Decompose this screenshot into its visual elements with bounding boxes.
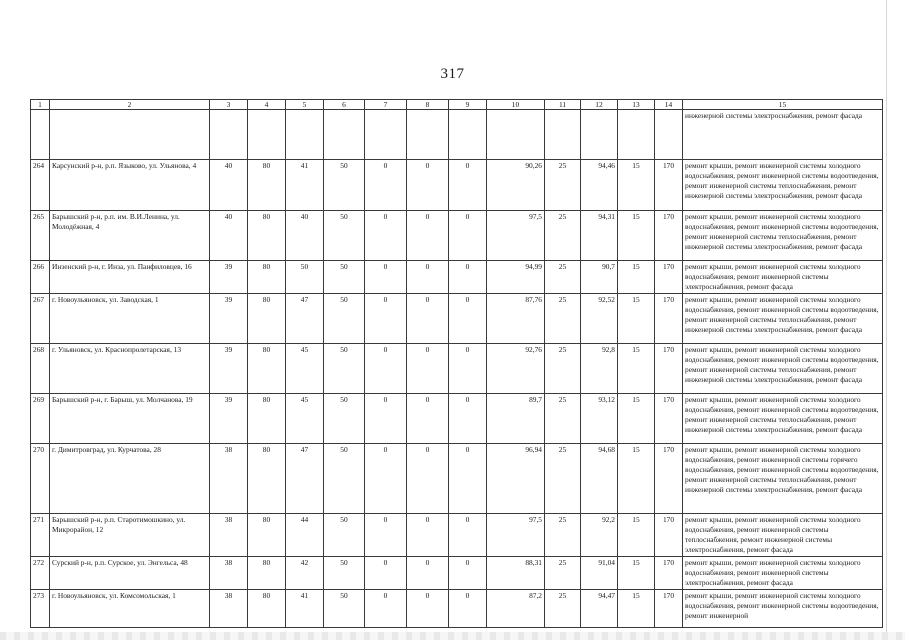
col-5-cell: 45	[286, 344, 324, 394]
col-14-cell: 170	[655, 444, 683, 514]
col-11-cell: 25	[545, 261, 581, 294]
col-11-cell: 25	[545, 590, 581, 628]
col-5-cell: 47	[286, 294, 324, 344]
col-14-cell: 170	[655, 590, 683, 628]
col-14-cell: 170	[655, 294, 683, 344]
col-5-cell: 41	[286, 590, 324, 628]
col-6-cell: 50	[324, 294, 365, 344]
col-14-cell: 170	[655, 344, 683, 394]
column-header-3: 3	[210, 100, 248, 110]
col-3-cell: 38	[210, 590, 248, 628]
col-10-cell: 96,94	[487, 444, 545, 514]
col-4-cell: 80	[248, 590, 286, 628]
row-number-cell: 268	[31, 344, 50, 394]
col-12-cell: 90,7	[581, 261, 618, 294]
col-8-cell: 0	[407, 160, 449, 211]
col-14-cell: 170	[655, 261, 683, 294]
table-row	[31, 344, 883, 394]
col-12-cell: 91,04	[581, 557, 618, 590]
col-9-cell: 0	[449, 394, 487, 444]
column-header-15: 15	[683, 100, 883, 110]
table-row	[31, 211, 883, 261]
col-5-cell: 40	[286, 211, 324, 261]
col-8-cell: 0	[407, 261, 449, 294]
row-number-cell: 266	[31, 261, 50, 294]
row-number-cell: 273	[31, 590, 50, 628]
col-5-cell: 42	[286, 557, 324, 590]
col-7-cell	[365, 110, 407, 160]
col-7-cell: 0	[365, 294, 407, 344]
col-7-cell: 0	[365, 444, 407, 514]
works-list-cell: ремонт крыши, ремонт инженерной системы холодного водоснабжения, ремонт инженерной системы водоотведения, ремонт инженерной системы теплоснабжения, ремонт инженерной системы электроснабжения, ремонт фасада	[683, 211, 883, 261]
works-list-cell: ремонт крыши, ремонт инженерной системы холодного водоснабжения, ремонт инженерной системы электроснабжения, ремонт фасада	[683, 261, 883, 294]
col-6-cell: 50	[324, 344, 365, 394]
col-14-cell: 170	[655, 211, 683, 261]
works-list-cell: ремонт крыши, ремонт инженерной системы холодного водоснабжения, ремонт инженерной системы водоотведения, ремонт инженерной системы теплоснабжения, ремонт инженерной системы электроснабжения, ремонт фасада	[683, 344, 883, 394]
col-4-cell: 80	[248, 444, 286, 514]
col-4-cell: 80	[248, 514, 286, 557]
col-6-cell: 50	[324, 590, 365, 628]
col-11-cell: 25	[545, 557, 581, 590]
col-14-cell: 170	[655, 160, 683, 211]
col-10-cell: 90,26	[487, 160, 545, 211]
col-6-cell: 50	[324, 211, 365, 261]
col-12-cell: 94,68	[581, 444, 618, 514]
col-14-cell: 170	[655, 394, 683, 444]
col-11-cell	[545, 110, 581, 160]
address-cell: Инзенский р-н, г. Инза, ул. Панфиловцев, 16	[50, 261, 210, 294]
table-row	[31, 590, 883, 628]
col-12-cell: 93,12	[581, 394, 618, 444]
col-10-cell: 87,76	[487, 294, 545, 344]
col-3-cell: 39	[210, 261, 248, 294]
address-cell: г. Ульяновск, ул. Краснопролетарская, 13	[50, 344, 210, 394]
col-11-cell: 25	[545, 344, 581, 394]
works-list-cell: ремонт крыши, ремонт инженерной системы холодного водоснабжения, ремонт инженерной системы водоотведения, ремонт инженерной системы теплоснабжения, ремонт инженерной системы электроснабжения, ремонт фасада	[683, 160, 883, 211]
column-header-13: 13	[618, 100, 655, 110]
row-number-cell: 269	[31, 394, 50, 444]
col-4-cell: 80	[248, 211, 286, 261]
col-11-cell: 25	[545, 211, 581, 261]
col-9-cell: 0	[449, 444, 487, 514]
col-10-cell: 89,7	[487, 394, 545, 444]
col-10-cell: 97,5	[487, 514, 545, 557]
col-8-cell: 0	[407, 344, 449, 394]
col-13-cell: 15	[618, 394, 655, 444]
col-3-cell: 38	[210, 557, 248, 590]
col-4-cell	[248, 110, 286, 160]
row-number-cell: 272	[31, 557, 50, 590]
col-3-cell	[210, 110, 248, 160]
col-11-cell: 25	[545, 294, 581, 344]
col-5-cell: 50	[286, 261, 324, 294]
col-9-cell: 0	[449, 514, 487, 557]
col-4-cell: 80	[248, 294, 286, 344]
address-cell: Барышский р-н, р.п. им. В.И.Ленина, ул. Молодёжная, 4	[50, 211, 210, 261]
col-11-cell: 25	[545, 394, 581, 444]
col-14-cell	[655, 110, 683, 160]
column-header-5: 5	[286, 100, 324, 110]
table-row	[31, 160, 883, 211]
column-header-6: 6	[324, 100, 365, 110]
column-header-9: 9	[449, 100, 487, 110]
address-cell: Барышский р-н, р.п. Старотимошкино, ул. Микрорайон, 12	[50, 514, 210, 557]
col-3-cell: 39	[210, 294, 248, 344]
col-9-cell: 0	[449, 557, 487, 590]
column-header-14: 14	[655, 100, 683, 110]
col-4-cell: 80	[248, 261, 286, 294]
scan-border	[886, 0, 887, 640]
col-10-cell	[487, 110, 545, 160]
row-number-cell: 271	[31, 514, 50, 557]
col-12-cell: 94,46	[581, 160, 618, 211]
row-number-cell: 270	[31, 444, 50, 514]
col-9-cell: 0	[449, 160, 487, 211]
col-14-cell: 170	[655, 557, 683, 590]
col-13-cell: 15	[618, 261, 655, 294]
col-3-cell: 39	[210, 394, 248, 444]
col-6-cell: 50	[324, 394, 365, 444]
column-header-12: 12	[581, 100, 618, 110]
col-7-cell: 0	[365, 394, 407, 444]
address-cell: г. Новоульяновск, ул. Комсомольская, 1	[50, 590, 210, 628]
col-11-cell: 25	[545, 160, 581, 211]
col-12-cell: 92,52	[581, 294, 618, 344]
col-7-cell: 0	[365, 211, 407, 261]
col-12-cell	[581, 110, 618, 160]
address-cell: г. Димитровград, ул. Курчатова, 28	[50, 444, 210, 514]
col-5-cell: 45	[286, 394, 324, 444]
col-6-cell: 50	[324, 444, 365, 514]
col-10-cell: 94,99	[487, 261, 545, 294]
col-13-cell: 15	[618, 294, 655, 344]
col-6-cell: 50	[324, 160, 365, 211]
table-row	[31, 444, 883, 514]
column-number-row	[31, 100, 883, 110]
col-3-cell: 38	[210, 444, 248, 514]
col-9-cell: 0	[449, 211, 487, 261]
col-4-cell: 80	[248, 394, 286, 444]
col-13-cell: 15	[618, 514, 655, 557]
address-cell: Сурский р-н, р.п. Сурское, ул. Энгельса, 48	[50, 557, 210, 590]
table-row	[31, 557, 883, 590]
table-body	[31, 100, 883, 628]
works-list-cell: ремонт крыши, ремонт инженерной системы холодного водоснабжения, ремонт инженерной системы теплоснабжения, ремонт инженерной системы электроснабжения, ремонт фасада	[683, 514, 883, 557]
col-7-cell: 0	[365, 557, 407, 590]
col-9-cell: 0	[449, 261, 487, 294]
table-row	[31, 110, 883, 160]
col-3-cell: 40	[210, 211, 248, 261]
col-10-cell: 92,76	[487, 344, 545, 394]
works-list-cell: инженерной системы электроснабжения, ремонт фасада	[683, 110, 883, 160]
col-10-cell: 97,5	[487, 211, 545, 261]
col-8-cell: 0	[407, 514, 449, 557]
col-13-cell: 15	[618, 344, 655, 394]
col-4-cell: 80	[248, 557, 286, 590]
col-8-cell: 0	[407, 211, 449, 261]
col-12-cell: 94,31	[581, 211, 618, 261]
col-7-cell: 0	[365, 514, 407, 557]
row-number-cell: 264	[31, 160, 50, 211]
col-6-cell: 50	[324, 261, 365, 294]
address-cell	[50, 110, 210, 160]
col-4-cell: 80	[248, 160, 286, 211]
col-7-cell: 0	[365, 261, 407, 294]
col-13-cell: 15	[618, 444, 655, 514]
col-5-cell: 41	[286, 160, 324, 211]
col-8-cell: 0	[407, 394, 449, 444]
table-row	[31, 394, 883, 444]
row-number-cell: 267	[31, 294, 50, 344]
works-list-cell: ремонт крыши, ремонт инженерной системы холодного водоснабжения, ремонт инженерной системы водоотведения, ремонт инженерной	[683, 590, 883, 628]
col-10-cell: 88,31	[487, 557, 545, 590]
row-number-cell: 265	[31, 211, 50, 261]
col-5-cell: 47	[286, 444, 324, 514]
col-8-cell: 0	[407, 444, 449, 514]
table-row	[31, 514, 883, 557]
table-row	[31, 294, 883, 344]
col-12-cell: 94,47	[581, 590, 618, 628]
col-13-cell	[618, 110, 655, 160]
column-header-7: 7	[365, 100, 407, 110]
col-12-cell: 92,8	[581, 344, 618, 394]
address-cell: Карсунский р-н, р.п. Языково, ул. Ульянова, 4	[50, 160, 210, 211]
address-cell: г. Новоульяновск, ул. Заводская, 1	[50, 294, 210, 344]
column-header-2: 2	[50, 100, 210, 110]
works-list-cell: ремонт крыши, ремонт инженерной системы холодного водоснабжения, ремонт инженерной системы горячего водоснабжения, ремонт инженерной системы водоотведения, ремонт инженерной системы теплоснабжения, ремонт инженерной системы электроснабжения, ремонт фасада	[683, 444, 883, 514]
col-11-cell: 25	[545, 444, 581, 514]
col-9-cell: 0	[449, 590, 487, 628]
col-8-cell: 0	[407, 294, 449, 344]
col-8-cell: 0	[407, 557, 449, 590]
works-list-cell: ремонт крыши, ремонт инженерной системы холодного водоснабжения, ремонт инженерной системы водоотведения, ремонт инженерной системы теплоснабжения, ремонт инженерной системы электроснабжения, ремонт фасада	[683, 394, 883, 444]
col-5-cell: 44	[286, 514, 324, 557]
address-cell: Барышский р-н, г. Барыш, ул. Молчанова, 19	[50, 394, 210, 444]
row-number-cell	[31, 110, 50, 160]
col-13-cell: 15	[618, 211, 655, 261]
col-12-cell: 92,2	[581, 514, 618, 557]
col-7-cell: 0	[365, 344, 407, 394]
scan-edge-noise	[0, 632, 905, 640]
col-13-cell: 15	[618, 590, 655, 628]
col-5-cell	[286, 110, 324, 160]
col-9-cell	[449, 110, 487, 160]
col-11-cell: 25	[545, 514, 581, 557]
col-3-cell: 40	[210, 160, 248, 211]
page-number: 317	[440, 66, 465, 82]
col-13-cell: 15	[618, 557, 655, 590]
col-9-cell: 0	[449, 294, 487, 344]
col-6-cell: 50	[324, 557, 365, 590]
col-7-cell: 0	[365, 160, 407, 211]
col-4-cell: 80	[248, 344, 286, 394]
col-7-cell: 0	[365, 590, 407, 628]
col-8-cell: 0	[407, 590, 449, 628]
repair-register-table	[30, 99, 883, 628]
col-13-cell: 15	[618, 160, 655, 211]
col-3-cell: 39	[210, 344, 248, 394]
col-6-cell	[324, 110, 365, 160]
col-10-cell: 87,2	[487, 590, 545, 628]
column-header-8: 8	[407, 100, 449, 110]
works-list-cell: ремонт крыши, ремонт инженерной системы холодного водоснабжения, ремонт инженерной системы электроснабжения, ремонт фасада	[683, 557, 883, 590]
works-list-cell: ремонт крыши, ремонт инженерной системы холодного водоснабжения, ремонт инженерной системы водоотведения, ремонт инженерной системы теплоснабжения, ремонт инженерной системы электроснабжения, ремонт фасада	[683, 294, 883, 344]
col-14-cell: 170	[655, 514, 683, 557]
column-header-4: 4	[248, 100, 286, 110]
column-header-11: 11	[545, 100, 581, 110]
col-9-cell: 0	[449, 344, 487, 394]
table-row	[31, 261, 883, 294]
column-header-10: 10	[487, 100, 545, 110]
col-3-cell: 38	[210, 514, 248, 557]
column-header-1: 1	[31, 100, 50, 110]
col-6-cell: 50	[324, 514, 365, 557]
col-8-cell	[407, 110, 449, 160]
